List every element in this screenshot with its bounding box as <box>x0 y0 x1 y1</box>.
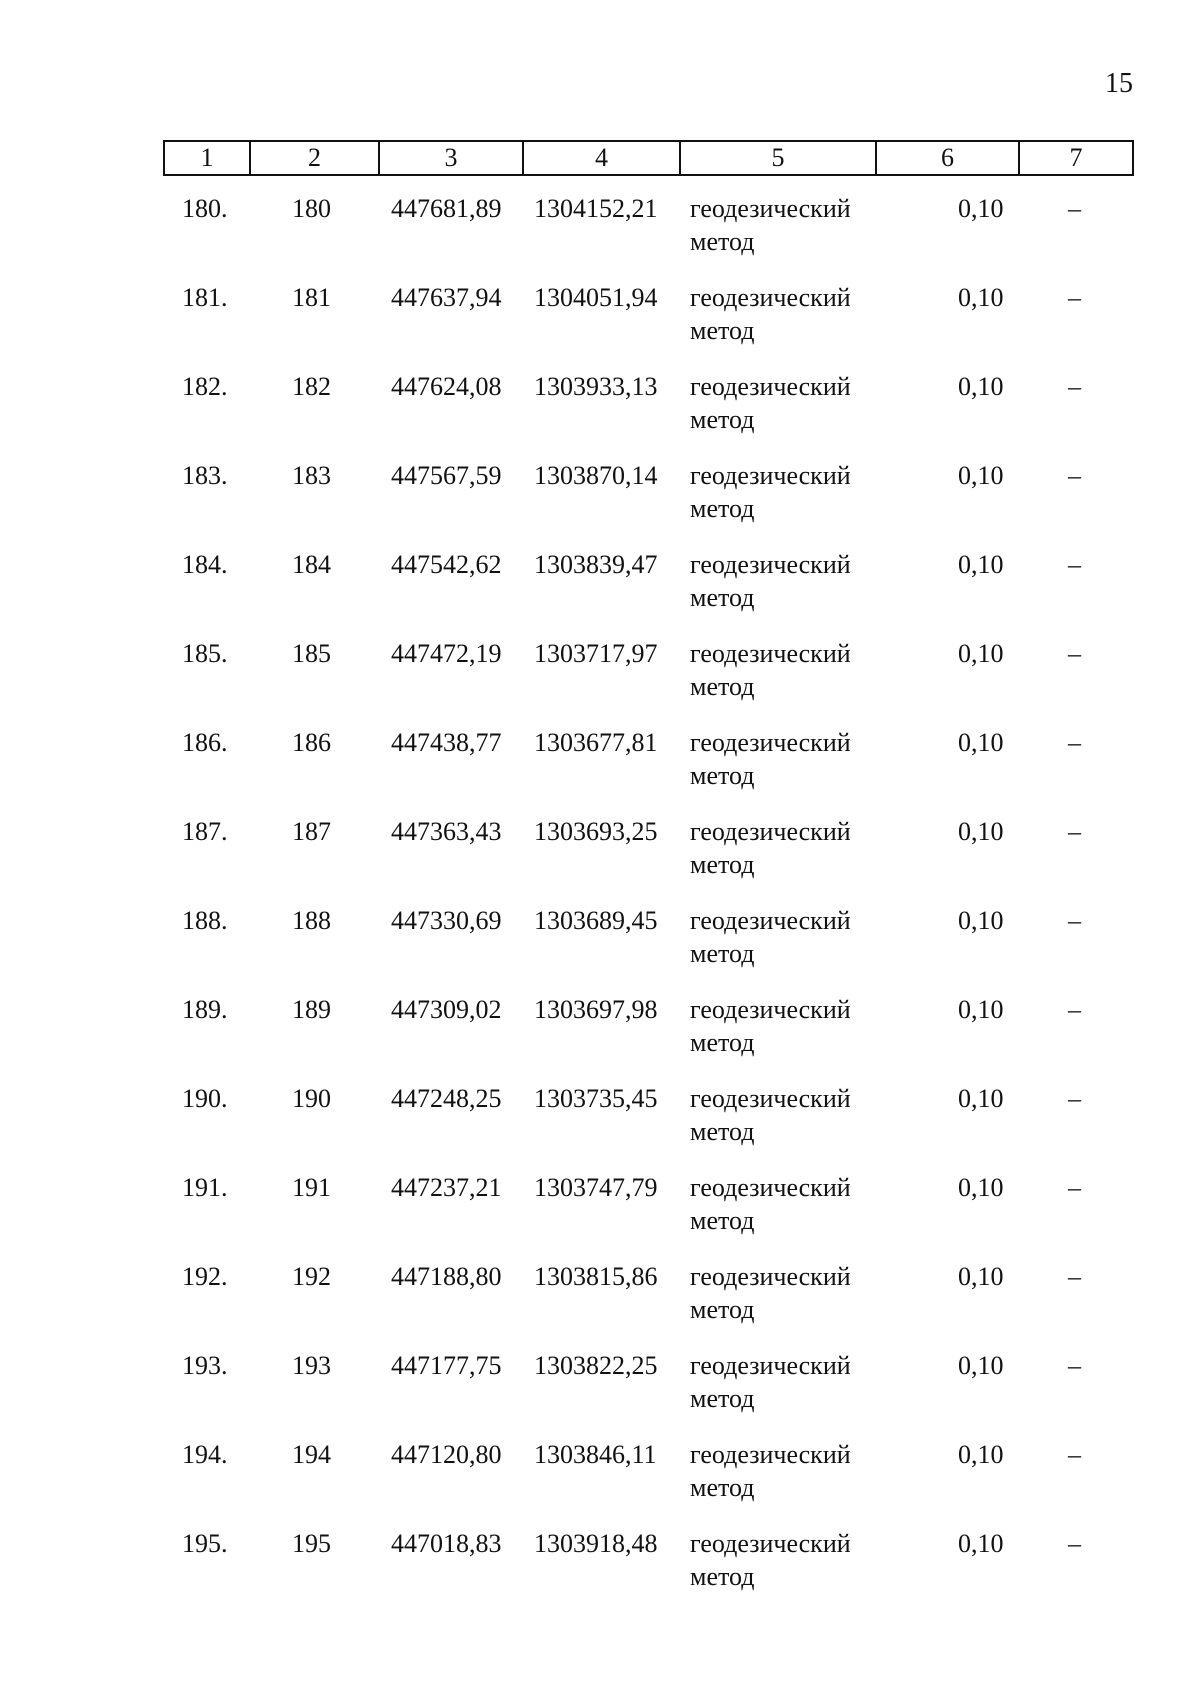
column-header-2: 2 <box>250 141 379 175</box>
method-line-1: геодезический <box>690 461 851 490</box>
table-row <box>0 1349 1200 1438</box>
method-cell <box>690 904 851 970</box>
method-line-1: геодезический <box>690 1351 851 1380</box>
method-cell <box>690 548 851 614</box>
note-value: – <box>1068 1351 1081 1380</box>
table-row <box>0 637 1200 726</box>
method-line-2: метод <box>690 494 755 523</box>
coordinate-x: 447681,89 <box>391 194 502 223</box>
coordinate-y: 1303870,14 <box>534 461 658 490</box>
method-cell <box>690 1527 851 1593</box>
accuracy-value: 0,10 <box>958 1262 1004 1291</box>
coordinate-y: 1304152,21 <box>534 194 658 223</box>
method-line-1: геодезический <box>690 372 851 401</box>
row-number: 191. <box>182 1173 228 1202</box>
accuracy-value: 0,10 <box>958 461 1004 490</box>
coordinate-x: 447624,08 <box>391 372 502 401</box>
point-number: 184 <box>292 550 331 579</box>
point-number: 183 <box>292 461 331 490</box>
coordinate-x: 447542,62 <box>391 550 502 579</box>
method-line-1: геодезический <box>690 1440 851 1469</box>
row-number: 188. <box>182 906 228 935</box>
note-value: – <box>1068 461 1081 490</box>
method-line-2: метод <box>690 850 755 879</box>
row-number: 192. <box>182 1262 228 1291</box>
row-number: 181. <box>182 283 228 312</box>
coordinate-y: 1303677,81 <box>534 728 658 757</box>
column-header-3: 3 <box>379 141 523 175</box>
method-cell <box>690 281 851 347</box>
table-row <box>0 1171 1200 1260</box>
method-line-2: метод <box>690 1562 755 1591</box>
table-row <box>0 281 1200 370</box>
accuracy-value: 0,10 <box>958 728 1004 757</box>
table-row <box>0 1260 1200 1349</box>
coordinate-y: 1303846,11 <box>534 1440 657 1469</box>
method-cell <box>690 1260 851 1326</box>
point-number: 187 <box>292 817 331 846</box>
method-cell <box>690 726 851 792</box>
method-cell <box>690 1349 851 1415</box>
note-value: – <box>1068 194 1081 223</box>
method-line-1: геодезический <box>690 283 851 312</box>
point-number: 195 <box>292 1529 331 1558</box>
point-number: 181 <box>292 283 331 312</box>
point-number: 193 <box>292 1351 331 1380</box>
coordinate-y: 1303693,25 <box>534 817 658 846</box>
method-line-2: метод <box>690 939 755 968</box>
note-value: – <box>1068 639 1081 668</box>
method-line-1: геодезический <box>690 550 851 579</box>
accuracy-value: 0,10 <box>958 1084 1004 1113</box>
method-line-1: геодезический <box>690 1262 851 1291</box>
method-line-1: геодезический <box>690 728 851 757</box>
method-line-1: геодезический <box>690 1173 851 1202</box>
table-row <box>0 459 1200 548</box>
method-line-1: геодезический <box>690 817 851 846</box>
accuracy-value: 0,10 <box>958 639 1004 668</box>
coordinate-y: 1304051,94 <box>534 283 658 312</box>
accuracy-value: 0,10 <box>958 1173 1004 1202</box>
coordinate-y: 1303735,45 <box>534 1084 658 1113</box>
row-number: 195. <box>182 1529 228 1558</box>
coordinate-x: 447330,69 <box>391 906 502 935</box>
method-line-1: геодезический <box>690 194 851 223</box>
coordinate-y: 1303839,47 <box>534 550 658 579</box>
note-value: – <box>1068 283 1081 312</box>
method-line-2: метод <box>690 1295 755 1324</box>
accuracy-value: 0,10 <box>958 906 1004 935</box>
coordinate-y: 1303815,86 <box>534 1262 658 1291</box>
coordinate-x: 447248,25 <box>391 1084 502 1113</box>
coordinate-x: 447188,80 <box>391 1262 502 1291</box>
note-value: – <box>1068 1440 1081 1469</box>
method-cell <box>690 459 851 525</box>
method-cell <box>690 815 851 881</box>
method-line-2: метод <box>690 316 755 345</box>
coordinate-x: 447363,43 <box>391 817 502 846</box>
column-header-row <box>164 141 1133 175</box>
method-line-1: геодезический <box>690 1529 851 1558</box>
coordinate-x: 447237,21 <box>391 1173 502 1202</box>
method-line-2: метод <box>690 1473 755 1502</box>
column-header-table <box>163 140 1134 176</box>
coordinate-y: 1303697,98 <box>534 995 658 1024</box>
table-row <box>0 370 1200 459</box>
method-line-2: метод <box>690 761 755 790</box>
method-line-2: метод <box>690 672 755 701</box>
accuracy-value: 0,10 <box>958 194 1004 223</box>
accuracy-value: 0,10 <box>958 995 1004 1024</box>
point-number: 182 <box>292 372 331 401</box>
note-value: – <box>1068 906 1081 935</box>
note-value: – <box>1068 550 1081 579</box>
coordinate-x: 447472,19 <box>391 639 502 668</box>
table-row <box>0 815 1200 904</box>
point-number: 192 <box>292 1262 331 1291</box>
method-cell <box>690 1438 851 1504</box>
accuracy-value: 0,10 <box>958 1440 1004 1469</box>
coordinate-x: 447120,80 <box>391 1440 502 1469</box>
table-row <box>0 726 1200 815</box>
row-number: 182. <box>182 372 228 401</box>
note-value: – <box>1068 1173 1081 1202</box>
method-line-1: геодезический <box>690 995 851 1024</box>
method-line-2: метод <box>690 405 755 434</box>
method-cell <box>690 1171 851 1237</box>
note-value: – <box>1068 728 1081 757</box>
coordinate-table-body <box>0 192 1200 1616</box>
method-line-2: метод <box>690 1028 755 1057</box>
method-line-2: метод <box>690 1206 755 1235</box>
table-row <box>0 993 1200 1082</box>
method-cell <box>690 1082 851 1148</box>
table-row <box>0 1438 1200 1527</box>
row-number: 184. <box>182 550 228 579</box>
point-number: 185 <box>292 639 331 668</box>
row-number: 190. <box>182 1084 228 1113</box>
accuracy-value: 0,10 <box>958 283 1004 312</box>
row-number: 186. <box>182 728 228 757</box>
note-value: – <box>1068 372 1081 401</box>
method-cell <box>690 370 851 436</box>
column-header-7: 7 <box>1019 141 1133 175</box>
coordinate-x: 447567,59 <box>391 461 502 490</box>
note-value: – <box>1068 1529 1081 1558</box>
table-row <box>0 1527 1200 1616</box>
coordinate-x: 447177,75 <box>391 1351 502 1380</box>
row-number: 193. <box>182 1351 228 1380</box>
row-number: 185. <box>182 639 228 668</box>
method-line-1: геодезический <box>690 1084 851 1113</box>
point-number: 186 <box>292 728 331 757</box>
accuracy-value: 0,10 <box>958 550 1004 579</box>
table-row <box>0 904 1200 993</box>
note-value: – <box>1068 817 1081 846</box>
method-cell <box>690 637 851 703</box>
point-number: 189 <box>292 995 331 1024</box>
row-number: 194. <box>182 1440 228 1469</box>
coordinate-x: 447637,94 <box>391 283 502 312</box>
accuracy-value: 0,10 <box>958 817 1004 846</box>
coordinate-y: 1303933,13 <box>534 372 658 401</box>
column-header-4: 4 <box>523 141 680 175</box>
point-number: 191 <box>292 1173 331 1202</box>
point-number: 188 <box>292 906 331 935</box>
note-value: – <box>1068 1262 1081 1291</box>
table-row <box>0 192 1200 281</box>
table-row <box>0 548 1200 637</box>
coordinate-y: 1303717,97 <box>534 639 658 668</box>
coordinate-y: 1303747,79 <box>534 1173 658 1202</box>
accuracy-value: 0,10 <box>958 1529 1004 1558</box>
point-number: 180 <box>292 194 331 223</box>
point-number: 194 <box>292 1440 331 1469</box>
method-line-2: метод <box>690 1117 755 1146</box>
accuracy-value: 0,10 <box>958 372 1004 401</box>
note-value: – <box>1068 995 1081 1024</box>
method-line-1: геодезический <box>690 639 851 668</box>
column-header-5: 5 <box>680 141 876 175</box>
coordinate-x: 447309,02 <box>391 995 502 1024</box>
method-cell <box>690 993 851 1059</box>
accuracy-value: 0,10 <box>958 1351 1004 1380</box>
point-number: 190 <box>292 1084 331 1113</box>
method-line-1: геодезический <box>690 906 851 935</box>
row-number: 189. <box>182 995 228 1024</box>
row-number: 183. <box>182 461 228 490</box>
method-line-2: метод <box>690 227 755 256</box>
coordinate-x: 447438,77 <box>391 728 502 757</box>
coordinate-x: 447018,83 <box>391 1529 502 1558</box>
method-line-2: метод <box>690 1384 755 1413</box>
page-number: 15 <box>1105 68 1133 99</box>
note-value: – <box>1068 1084 1081 1113</box>
row-number: 180. <box>182 194 228 223</box>
coordinate-y: 1303822,25 <box>534 1351 658 1380</box>
row-number: 187. <box>182 817 228 846</box>
table-row <box>0 1082 1200 1171</box>
coordinate-y: 1303918,48 <box>534 1529 658 1558</box>
column-header-6: 6 <box>876 141 1019 175</box>
method-line-2: метод <box>690 583 755 612</box>
method-cell <box>690 192 851 258</box>
coordinate-y: 1303689,45 <box>534 906 658 935</box>
column-header-1: 1 <box>164 141 250 175</box>
